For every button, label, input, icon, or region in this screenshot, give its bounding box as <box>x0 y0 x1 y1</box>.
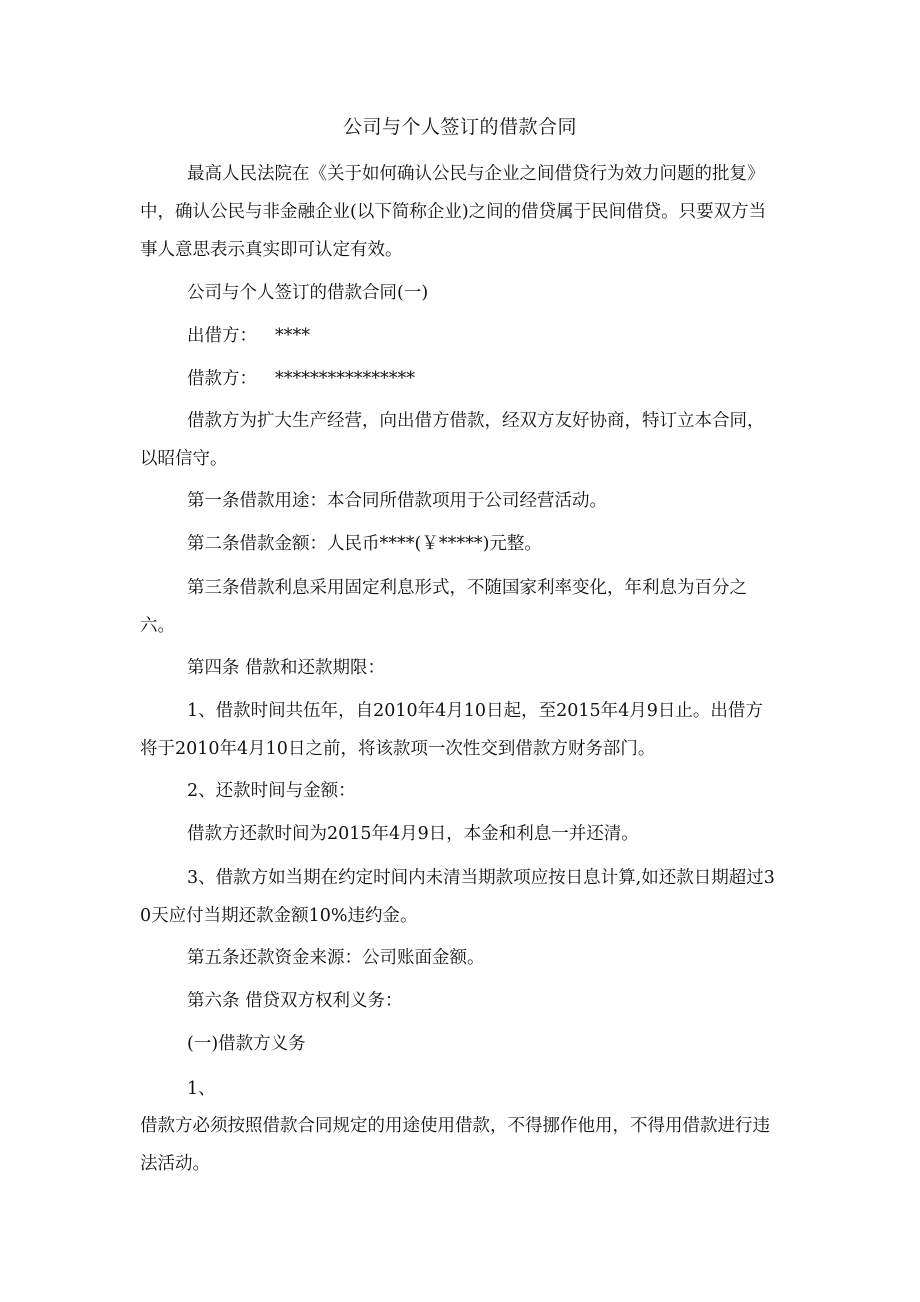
lender-label: 出借方： <box>187 326 257 346</box>
preamble-paragraph: 借款方为扩大生产经营，向出借方借款，经双方友好协商，特订立本合同，以昭信守。 <box>140 411 765 469</box>
article-4-item-2: 2、还款时间与金额： <box>187 781 356 801</box>
intro-paragraph: 最高人民法院在《关于如何确认公民与企业之间借贷行为效力问题的批复》中，确认公民与非金融企业(以下简称企业)之间的借贷属于民间借贷。只要双方当事人意思表示真实即可认定有效。 <box>140 164 767 260</box>
article-4-item-1: 1、借款时间共伍年，自2010年4月10日起，至2015年4月9日止。出借方将于2010年4月10日之前，将该款项一次性交到借款方财务部门。 <box>140 701 763 759</box>
article-4-heading: 第四条 借款和还款期限： <box>187 658 386 678</box>
contract-heading: 公司与个人签订的借款合同(一) <box>187 283 429 303</box>
document-title: 公司与个人签订的借款合同 <box>342 116 577 138</box>
article-4-item-2-detail: 借款方还款时间为2015年4月9日，本金和利息一并还清。 <box>187 824 639 844</box>
article-5: 第五条还款资金来源：公司账面金额。 <box>187 948 485 968</box>
article-6-sub-1-item-1-num: 1、 <box>187 1079 216 1099</box>
lender-line <box>187 317 310 355</box>
borrower-label: 借款方： <box>187 369 257 389</box>
lender-value: **** <box>275 326 310 346</box>
article-6-heading: 第六条 借贷双方权利义务： <box>187 991 403 1011</box>
article-6-sub-1: (一)借款方义务 <box>187 1034 306 1054</box>
article-4-item-3: 3、借款方如当期在约定时间内未清当期款项应按日息计算,如还款日期超过30天应付当期还款金额10%违约金。 <box>140 868 775 926</box>
article-6-sub-1-item-1-text: 借款方必须按照借款合同规定的用途使用借款，不得挪作他用，不得用借款进行违法活动。 <box>140 1116 770 1174</box>
borrower-line <box>187 360 415 398</box>
article-2: 第二条借款金额：人民币****(￥*****)元整。 <box>187 534 542 554</box>
article-3: 第三条借款利息采用固定利息形式，不随国家利率变化，年利息为百分之六。 <box>140 578 747 636</box>
article-1: 第一条借款用途：本合同所借款项用于公司经营活动。 <box>187 491 607 511</box>
borrower-value: **************** <box>275 369 415 389</box>
